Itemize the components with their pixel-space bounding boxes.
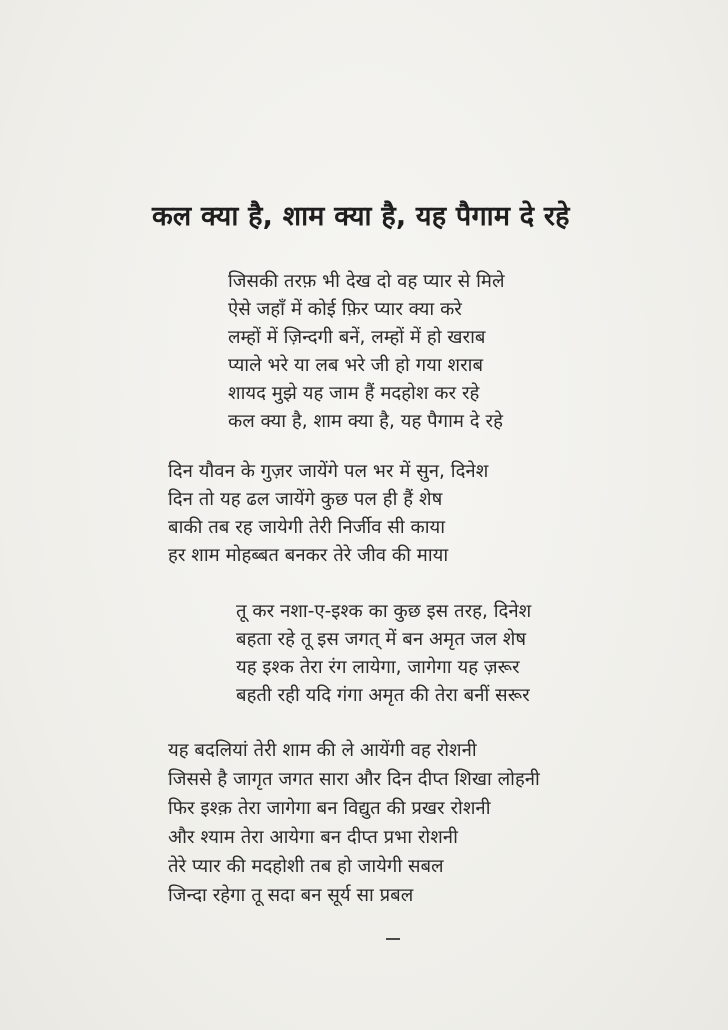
poem-line: दिन यौवन के गुज़र जायेंगे पल भर में सुन, दिनेश [168, 461, 489, 482]
poem-line: और श्याम तेरा आयेगा बन दीप्त प्रभा रोशनी [168, 827, 458, 848]
poem-line: तेरे प्यार की मदहोशी तब हो जायेगी सबल [168, 856, 444, 877]
poem-line: फिर इश्क़ तेरा जागेगा बन विद्युत की प्रखर रोशनी [168, 798, 491, 819]
poem-line: यह इश्क तेरा रंग लायेगा, जागेगा यह ज़रूर [236, 657, 520, 678]
poem-line: दिन तो यह ढल जायेंगे कुछ पल ही हैं शेष [168, 489, 443, 510]
poem-line: बाकी तब रह जायेगी तेरी निर्जीव सी काया [168, 517, 446, 538]
poem-line: कल क्या है, शाम क्या है, यह पैगाम दे रहे [228, 411, 503, 432]
poem-line: बहता रहे तू इस जगत् में बन अमृत जल शेष [236, 629, 527, 650]
stanza-1 [228, 268, 504, 436]
stanza-2 [168, 458, 488, 570]
poem-line: जिससे है जागृत जगत सारा और दिन दीप्त शिखा लोहनी [168, 769, 540, 790]
poem-line: हर शाम मोहब्बत बनकर तेरे जीव की माया [168, 545, 449, 566]
poem-line: ऐसे जहाँ में कोई फ़िर प्यार क्या करे [228, 299, 462, 320]
stanza-3 [236, 598, 531, 710]
poem-line: जिसकी तरफ़ भी देख दो वह प्यार से मिले [228, 271, 505, 292]
poem-line: प्याले भरे या लब भरे जी हो गया शराब [228, 355, 484, 376]
poem-line: शायद मुझे यह जाम हैं मदहोश कर रहे [228, 383, 480, 404]
poem-line: बहती रही यदि गंगा अमृत की तेरा बनीं सरूर [236, 685, 530, 706]
poem-line: तू कर नशा-ए-इश्क का कुछ इस तरह, दिनेश [236, 601, 532, 622]
poem-line: यह बदलियां तेरी शाम की ले आयेंगी वह रोशनी [168, 740, 477, 761]
poem-line: जिन्दा रहेगा तू सदा बन सूर्य सा प्रबल [168, 885, 414, 906]
page-footer-mark [386, 938, 400, 940]
poem-line: लम्हों में ज़िन्दगी बनें, लम्हों में हो खराब [228, 327, 486, 348]
poem-title: कल क्या है, शाम क्या है, यह पैगाम दे रहे [152, 201, 570, 232]
stanza-4 [168, 736, 540, 910]
